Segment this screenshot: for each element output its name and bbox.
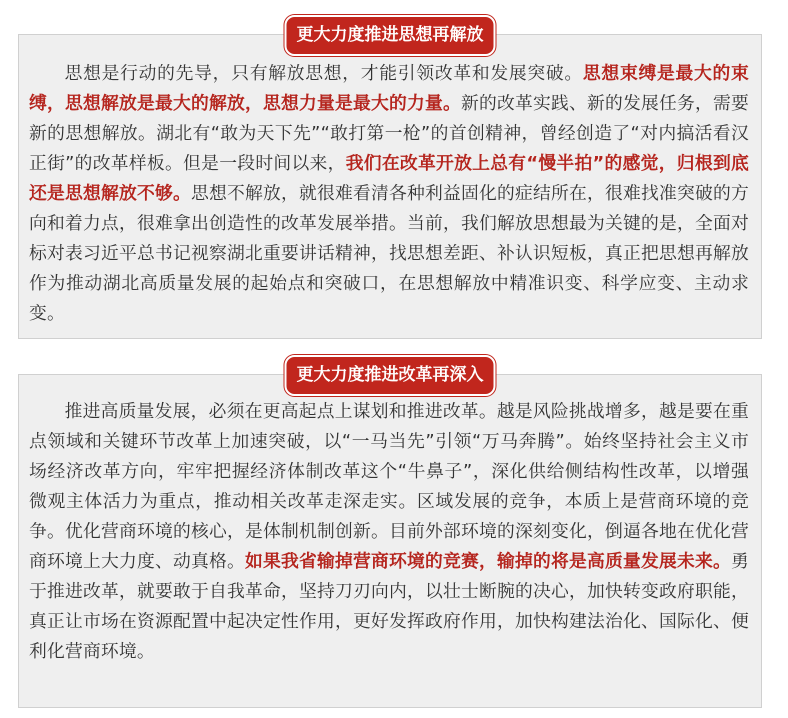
section-paragraph xyxy=(29,59,749,329)
section-thought-liberation xyxy=(18,25,762,339)
section-title-badge: 更大力度推进思想再解放 xyxy=(285,15,496,56)
section-paragraph xyxy=(29,397,749,667)
paragraph-text: 思想是行动的先导，只有解放思想，才能引领改革和发展突破。 xyxy=(64,63,583,84)
highlighted-text: 我们在改革开放上总有“慢半拍”的感觉，归根到底还是思想解放不够。 xyxy=(29,153,750,204)
highlighted-text: 思想束缚是最大的束缚，思想解放是最大的解放，思想力量是最大的力量。 xyxy=(29,63,749,114)
highlighted-text: 如果我省输掉营商环境的竞赛，输掉的将是高质量发展未来。 xyxy=(245,551,732,572)
paragraph-text: 新的改革实践、新的发展任务，需要新的思想解放。湖北有“敢为天下先”“敢打第一枪”的首创精神，曾经创造了“对内搞活看汉正街”的改革样板。但是一段时间以来， xyxy=(29,93,749,174)
paragraph-text: 推进高质量发展，必须在更高起点上谋划和推进改革。越是风险挑战增多，越是要在重点领域和关键环节改革上加速突破，以“一马当先”引领“万马奔腾”。始终坚持社会主义市场经济改革方向，牢牢把握经济体制改革这个“牛鼻子”，深化供给侧结构性改革，以增强微观主体活力为重点，推动相关改革走深走实。区域发展的竞争，本质上是营商环境的竞争。优化营商环境的核心，是体制机制创新。目前外部环境的深刻变化，倒逼各地在优化营商环境上大力度、动真格。 xyxy=(29,401,749,572)
section-title-badge: 更大力度推进改革再深入 xyxy=(285,355,496,396)
paragraph-text: 思想不解放，就很难看清各种利益固化的症结所在，很难找准突破的方向和着力点，很难拿出创造性的改革发展举措。当前，我们解放思想最为关键的是，全面对标对表习近平总书记视察湖北重要讲话精神，找思想差距、补认识短板，真正把思想再解放作为推动湖北高质量发展的起始点和突破口，在思想解放中精准识变、科学应变、主动求变。 xyxy=(29,183,749,324)
section-reform-deepening xyxy=(18,365,762,708)
paragraph-text: 勇于推进改革，就要敢于自我革命，坚持刀刃向内，以壮士断腕的决心，加快转变政府职能，真正让市场在资源配置中起决定性作用，更好发挥政府作用，加快构建法治化、国际化、便利化营商环境。 xyxy=(29,551,750,662)
